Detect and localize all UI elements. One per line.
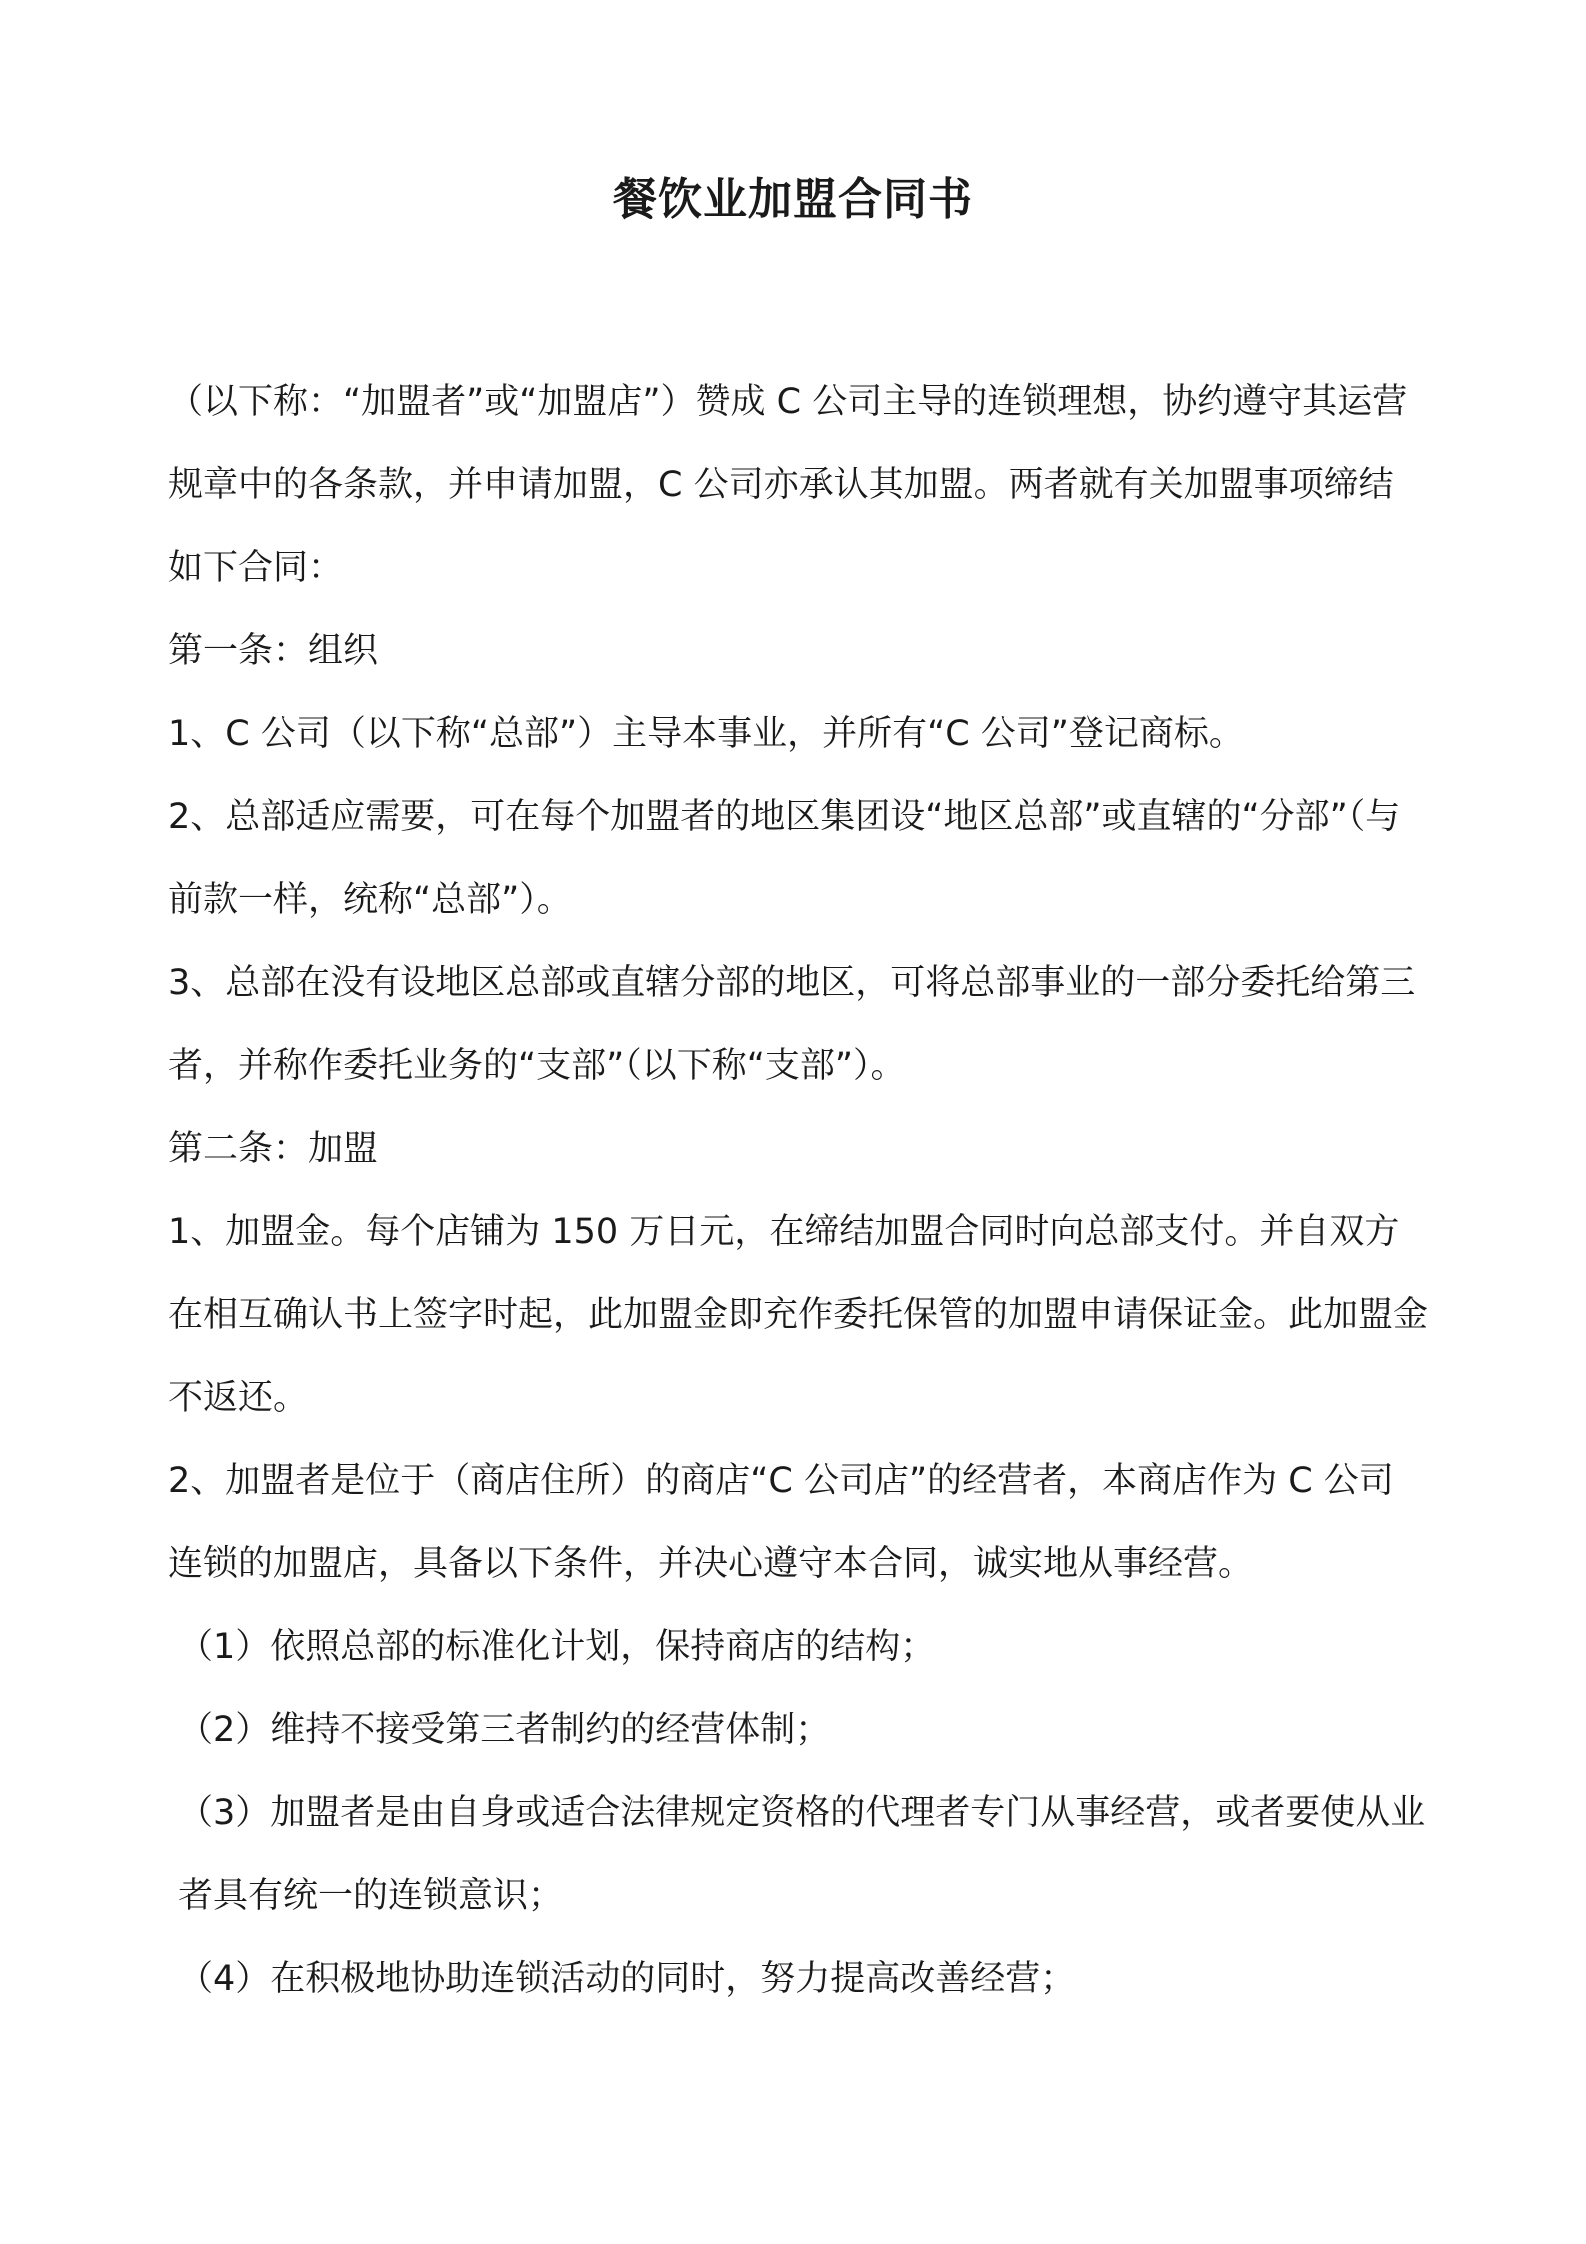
article-2-item-1: 1、加盟金。每个店铺为 150 万日元，在缔结加盟合同时向总部支付。并自双方在相互确认书上签字时起，此加盟金即充作委托保管的加盟申请保证金。此加盟金不返还。	[168, 1212, 1429, 1418]
article-1-item-3: 3、总部在没有设地区总部或直辖分部的地区，可将总部事业的一部分委托给第三者，并称作委托业务的“支部”（以下称“支部”）。	[168, 963, 1416, 1086]
condition-4: （4）在积极地协助连锁活动的同时，努力提高改善经营；	[178, 1959, 1076, 1999]
article-1-item-1: 1、C 公司（以下称“总部”）主导本事业，并所有“C 公司”登记商标。	[168, 714, 1244, 754]
document-body	[168, 361, 1428, 2021]
condition-3: （3）加盟者是由自身或适合法律规定资格的代理者专门从事经营，或者要使从业者具有统一的连锁意识；	[178, 1793, 1426, 1916]
article-2-heading: 第二条：加盟	[168, 1129, 379, 1169]
intro-paragraph: （以下称：“加盟者”或“加盟店”）赞成 C 公司主导的连锁理想，协约遵守其运营规章中的各条款，并申请加盟，C 公司亦承认其加盟。两者就有关加盟事项缔结如下合同：	[168, 382, 1408, 588]
article-1-item-2: 2、总部适应需要，可在每个加盟者的地区集团设“地区总部”或直辖的“分部”（与前款一样，统称“总部”）。	[168, 797, 1401, 920]
article-1-heading: 第一条：组织	[168, 631, 379, 671]
document-title: 餐饮业加盟合同书	[613, 174, 973, 225]
condition-2: （2）维持不接受第三者制约的经营体制；	[178, 1710, 831, 1750]
condition-1: （1）依照总部的标准化计划，保持商店的结构；	[178, 1627, 936, 1667]
article-2-item-2: 2、加盟者是位于（商店住所）的商店“C 公司店”的经营者，本商店作为 C 公司连锁的加盟店，具备以下条件，并决心遵守本合同，诚实地从事经营。	[168, 1461, 1394, 1584]
